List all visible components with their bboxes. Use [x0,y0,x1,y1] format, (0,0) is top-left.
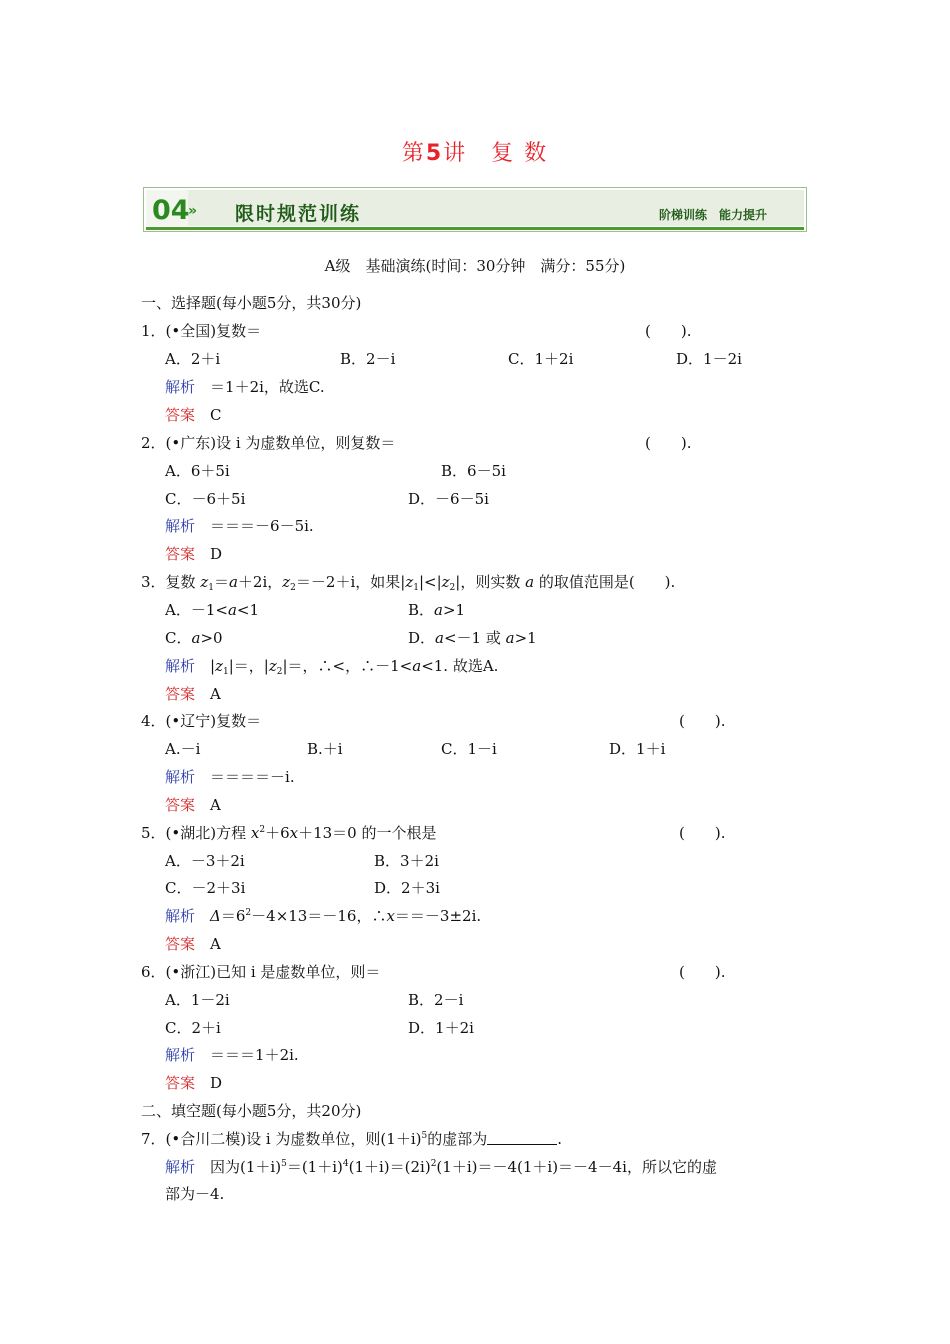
q3-option-d: D．a<－1 或 a>1 [408,629,537,647]
q6-option-d: D．1＋2i [408,1019,474,1037]
banner-slogan: 阶梯训练 能力提升 [659,208,768,222]
chevron-icon: » [188,203,198,219]
q5-stem: 5．(•湖北)方程 $x^2+6x+13=0$ 的一个根是 [141,824,437,842]
q1-option-a: A．2＋i [165,350,221,368]
q5-option-a: A．－3＋2i [165,852,245,870]
q5-analysis: 解析 $\Delta=6^2-4\times 13=-16$，∴x＝＝－3±2i. [165,907,482,925]
q3-stem: 3．复数 $z_1=a+2i$，$z_2=-2+i$，如果$|z_1|<|z_2|$，则实数 a 的取值范围是( ). [141,573,676,593]
q6-analysis: 解析 ＝＝＝1＋2i. [165,1046,299,1064]
section-heading-fill: 二、填空题(每小题5分，共20分) [141,1102,362,1120]
page-title: 第5讲 复 数 [401,141,549,166]
q4-option-b: B.＋i [307,740,343,758]
q1-option-b: B．2－i [340,350,396,368]
q1-paren: ( ). [645,322,692,340]
q5-option-d: D．2＋3i [374,879,440,897]
q4-option-a: A.－i [165,740,201,758]
q6-stem: 6．(•浙江)已知 i 是虚数单位，则＝ [141,963,381,981]
q2-stem: 2．(•广东)设 i 为虚数单位，则复数＝ [141,434,396,452]
q3-option-b: B．a>1 [408,601,466,619]
q2-option-b: B．6－5i [441,462,506,480]
level-subtitle: A级 基础演练(时间：30分钟 满分：55分) [324,257,626,275]
q4-analysis: 解析 ＝＝＝＝－i. [165,768,295,786]
q2-analysis: 解析 ＝＝＝－6－5i. [165,517,314,535]
section-heading-choice: 一、选择题(每小题5分，共30分) [141,294,362,312]
q4-answer: 答案 A [165,796,221,814]
q7-analysis-cont: 部为－4. [165,1185,225,1203]
q5-option-b: B．3＋2i [374,852,439,870]
q2-option-c: C．－6＋5i [165,490,246,508]
q5-option-c: C．－2＋3i [165,879,246,897]
q4-option-d: D．1＋i [609,740,666,758]
q5-paren: ( ). [679,824,726,842]
q3-analysis: 解析 $|z_1|=$，$|z_2|=$，∴<，∴－1<a<1. 故选A. [165,657,499,677]
q2-paren: ( ). [645,434,692,452]
q2-answer: 答案 D [165,545,223,563]
q4-stem: 4．(•辽宁)复数＝ [141,712,262,730]
q6-paren: ( ). [679,963,726,981]
q6-option-a: A．1－2i [165,991,230,1009]
q6-answer: 答案 D [165,1074,223,1092]
q3-option-c: C．a>0 [165,629,223,647]
q1-answer: 答案 C [165,406,222,424]
section-banner [143,187,807,232]
q2-option-a: A．6＋5i [165,462,230,480]
q6-option-c: C．2＋i [165,1019,221,1037]
q4-paren: ( ). [679,712,726,730]
q3-answer: 答案 A [165,685,221,703]
q1-option-c: C．1＋2i [508,350,574,368]
q2-option-d: D．－6－5i [408,490,489,508]
banner-heading: 限时规范训练 [235,203,362,225]
q1-option-d: D．1－2i [676,350,742,368]
q6-option-b: B．2－i [408,991,464,1009]
q5-answer: 答案 A [165,935,221,953]
q1-stem: 1．(•全国)复数＝ [141,322,262,340]
q4-option-c: C．1－i [441,740,497,758]
q7-answer-blank [487,1130,557,1145]
q3-option-a: A．－1<a<1 [165,601,260,619]
banner-badge: 04 [152,195,190,226]
q7-stem: 7．(•合川二模)设 i 为虚数单位，则$(1+i)^5$的虚部为 . [141,1130,563,1148]
q1-analysis: 解析 ＝1＋2i，故选C. [165,378,325,396]
q7-analysis: 解析 因为$(1+i)^5=(1+i)^4(1+i)=(2i)^2(1+i)=-4(1+i)=-4-4i$，所以它的虚 [165,1158,717,1176]
